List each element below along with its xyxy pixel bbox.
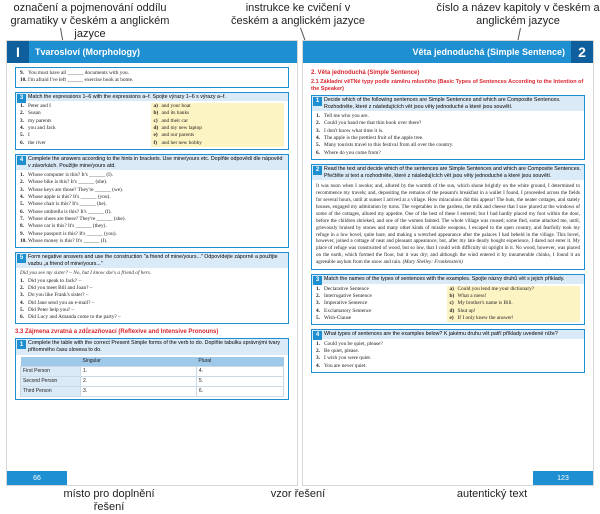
exercise-instruction: 4 What types of sentences are the examples below? K jakému druhu vět patří příklady uvedené níže?	[312, 330, 584, 339]
match-item[interactable]: 4. you and Jack	[20, 125, 56, 132]
exercise-item[interactable]: 2. Could you hand me that thin book over there?	[316, 120, 422, 127]
table-row: Third Person 3. 6.	[21, 387, 284, 397]
right-page	[302, 40, 594, 486]
exercise-instruction: 5 Form negative answers and use the construction "a friend of mine/yours..." Odpovídejte záporně a použijte vazbu „a friend of mine/yours..."	[16, 253, 288, 268]
annotation-grammar-section-label: označení a pojmenování oddílu gramatiky v českém a anglickém jazyce	[10, 2, 170, 40]
exercise-item[interactable]: 2. Be quiet, please.	[316, 348, 360, 354]
exercise-box-5	[15, 252, 289, 324]
exercise-item[interactable]: 1. Could you be quiet, please?	[316, 340, 383, 347]
page-number: 66	[7, 471, 67, 485]
exercise-item[interactable]: 10. Whose money is this? It's ______ (I).	[20, 237, 108, 244]
exercise-instruction: 2 Read the text and decide which of the sentences are Simple Sentences and which are Composite Sentences. Přečtěte si text a rozhodněte, které z následujících vět jsou věty jednoduché a které jsou souvětí.	[312, 165, 584, 180]
exercise-item[interactable]: 4. Did Jane send you an e-mail? –	[20, 299, 95, 306]
book-spread	[6, 40, 594, 486]
exercise-box-1	[311, 95, 585, 160]
left-page-header	[7, 41, 297, 63]
match-option[interactable]: f) and her new hobby	[153, 139, 202, 146]
exercise-item[interactable]: 6. Where do you come from?	[316, 149, 381, 156]
exercise-box-4	[311, 329, 585, 373]
match-option[interactable]: e) If I only knew the answer!	[449, 314, 514, 321]
exercise-box-2	[311, 164, 585, 270]
page-number: 123	[533, 471, 593, 485]
table-row: Second Person 2. 5.	[21, 376, 284, 386]
exercise-item[interactable]: 5. Many tourists travel to this festival from all over the country.	[316, 142, 454, 149]
exercise-item[interactable]: 6. Did Lucy and Amanda come to the party? –	[20, 314, 121, 321]
answer-cell[interactable]: 5.	[196, 376, 283, 386]
exercise-box-continued	[15, 67, 289, 88]
exercise-item[interactable]: 4. Whose apple is this? It's ______ (you).	[20, 194, 111, 201]
authentic-text-passage: It was noon when I awoke; and, allured by the warmth of the sun, which shone brightly on the white ground, I determined to recommence my travels; and, depositing the remains of the peasant's breakfast in a wallet I found, I proceeded across the fields for several hours, until at sunset I arrived at a village. How miraculous did this appear! The huts, the neater cottages, and stately houses, engaged my admiration by turns. The vegetables in the gardens, the milk and cheese that I saw placed at the windows of some of the cottages, allured my appetite. One of the best of these I entered; but I had hardly placed my foot within the door, before the children shrieked, and one of the women fainted. The whole village was roused; some fled, some attacked me, until, grievously bruised by stones and many other kinds of missile weapons, I escaped to the open country, and fearfully took my refuge in a low hovel, quite bare, and making a wretched appearance after the palaces I had beheld in the village. This hovel, however, joined a cottage of neat and pleasant appearance; but, after my late dearly bought experience, I dared not enter it. My place of refuge was constructed of wood, but so low, that I could with difficulty sit upright in it. No wood, however, was placed on the earth, which formed the floor, but it was dry; and although the wind entered it by innumerable chinks, I found it an agreeable asylum from the snow and rain. (Mary Shelley: Frankenstein)	[316, 183, 580, 266]
exercise-item[interactable]: 4. The apple is the prettiest fruit of the apple tree.	[316, 135, 424, 142]
match-item[interactable]: 3. Imperative Sentence	[316, 300, 368, 307]
text-source: (Mary Shelley: Frankenstein)	[402, 259, 463, 266]
exercise-item[interactable]: 1. Did you speak to Jack? –	[20, 277, 82, 284]
exercise-item[interactable]: 3. I don't know what time it is.	[316, 127, 384, 134]
match-option[interactable]: a) Could you lend me your dictionary?	[449, 285, 535, 292]
exercise-item[interactable]: 6. Whose umbrella is this? It's ______ (I).	[20, 208, 112, 215]
chapter-title: Tvarosloví (Morphology)	[35, 47, 141, 57]
exercise-item[interactable]: 1. Whose computer is this? It's ______ (I).	[20, 172, 113, 179]
match-item[interactable]: 5. I	[20, 132, 30, 139]
exercise-item[interactable]: 4. You are never quiet.	[316, 362, 367, 369]
exercise-box-1-table	[15, 338, 289, 400]
conjugation-table: Singular Plural First Person 1. 4. Second Person 2. 5. Third Person 3. 6.	[20, 357, 284, 398]
exercise-instruction: 4 Complete the answers according to the hints in brackets. Use mine/yours etc. Doplňte odpovědi dle nápověd v závorkách. Použijte mine/yours atd.	[16, 155, 288, 170]
exercise-item[interactable]: 2. Whose bike is this? It's ______ (she).	[20, 179, 108, 186]
answer-cell[interactable]: 2.	[81, 376, 197, 386]
match-item[interactable]: 6. the river	[20, 139, 46, 146]
match-item[interactable]: 4. Exclamatory Sentence	[316, 307, 372, 314]
exercise-instruction: 1 Decide which of the following sentences are Simple Sentences and which are Composite Sentences. Rozhodněte, které z následujících vět jsou věty jednoduché a které jsou souvětí.	[312, 96, 584, 111]
match-item[interactable]: 3. my parents	[20, 117, 52, 124]
exercise-item[interactable]: 3. Whose keys are those? They're ______ (we).	[20, 186, 124, 193]
answer-cell[interactable]: 6.	[196, 387, 283, 397]
exercise-item[interactable]: 8. Whose car is this? It's ______ (they).	[20, 223, 107, 230]
match-item[interactable]: 1. Declarative Sentence	[316, 285, 369, 292]
match-option[interactable]: c) and their car	[153, 117, 188, 124]
right-page-header	[303, 41, 593, 63]
match-option[interactable]: d) and my new laptop	[153, 125, 202, 132]
match-option[interactable]: d) Shut up!	[449, 307, 476, 314]
chapter-title: Věta jednoduchá (Simple Sentence)	[412, 47, 565, 57]
chapter-number: 2	[571, 41, 593, 63]
annotation-exercise-instructions: instrukce ke cvičení v českém a anglickém jazyce	[231, 2, 365, 27]
left-page-content	[7, 63, 297, 408]
table-row: First Person 1. 4.	[21, 366, 284, 376]
exercise-instruction: 3 Match the expressions 1–6 with the expressions a–f. Spojte výrazy 1–6 s výrazy a–f.	[16, 93, 288, 102]
exercise-item: 9. You must have all ______ documents with you.	[20, 70, 129, 76]
exercise-item[interactable]: 5. Did Peter help you? –	[20, 306, 75, 313]
exercise-item[interactable]: 3. I wish you were quiet.	[316, 355, 372, 362]
exercise-box-4	[15, 154, 289, 248]
exercise-item[interactable]: 2. Did you meet Bill and Joan? –	[20, 284, 93, 291]
match-option[interactable]: c) My brother's name is Bill.	[449, 300, 513, 307]
exercise-item[interactable]: 9. Whose passport is this? It's ______ (you).	[20, 230, 117, 237]
annotation-answer-space: místo pro doplnění řešení	[63, 488, 155, 513]
right-page-content	[303, 63, 593, 381]
match-item[interactable]: 2. Interrogative Sentence	[316, 292, 372, 299]
exercise-item[interactable]: 5. Whose chair is this? It's ______ (he).	[20, 201, 107, 208]
left-page	[6, 40, 298, 486]
match-option[interactable]: b) What a mess!	[449, 292, 487, 299]
chapter-number: I	[7, 41, 29, 63]
answer-cell[interactable]: 1.	[81, 366, 197, 376]
match-option[interactable]: b) and its banks	[153, 110, 190, 117]
exercise-instruction: 3 Match the names of the types of sentences with the examples. Spojte názvy druhů vět s jejich příklady.	[312, 275, 584, 284]
match-item[interactable]: 1. Peter and I	[20, 103, 51, 110]
exercise-instruction: 1 Complete the table with the correct Present Simple forms of the verb to do. Doplňte tabulku správnými tvary přítomného času slovesa to do.	[16, 339, 288, 354]
match-item[interactable]: 2. Susan	[20, 110, 41, 117]
exercise-box-3	[15, 92, 289, 150]
section-heading: 2. Věta jednoduchá (Simple Sentence)	[311, 70, 420, 76]
exercise-item: 10. I'm afraid I've left ______ exercise book at home.	[20, 77, 134, 84]
exercise-item[interactable]: 3. Do you like Frank's sister? –	[20, 292, 89, 299]
match-item[interactable]: 5. Wish-Clause	[316, 314, 352, 321]
annotation-solution-example: vzor řešení	[270, 488, 326, 500]
exercise-item[interactable]: 1. Tell me who you are.	[316, 113, 369, 120]
answer-cell[interactable]: 3.	[81, 387, 197, 397]
exercise-box-3	[311, 274, 585, 325]
annotation-authentic-text: autentický text	[456, 488, 528, 500]
match-option[interactable]: a) and your boat	[153, 103, 191, 110]
subsection-heading: 2.1 Základní věTNé typy podle záměru mluvčího (Basic Types of Sentences According to the Intention of the Speaker)	[311, 79, 584, 92]
solution-example: Did you see my sister? – No, but I know she's a friend of hers.	[20, 270, 152, 277]
annotation-chapter-number-title: číslo a název kapitoly v českém a anglickém jazyce	[436, 2, 600, 27]
section-heading: 3.3 Zájmena zvratná a zdůrazňovací (Reflexive and Intensive Pronouns)	[15, 329, 219, 336]
answer-cell[interactable]: 4.	[196, 366, 283, 376]
exercise-item[interactable]: 7. Whose shoes are these? They're ______ (she).	[20, 215, 126, 222]
match-option[interactable]: e) and our parents	[153, 132, 195, 139]
